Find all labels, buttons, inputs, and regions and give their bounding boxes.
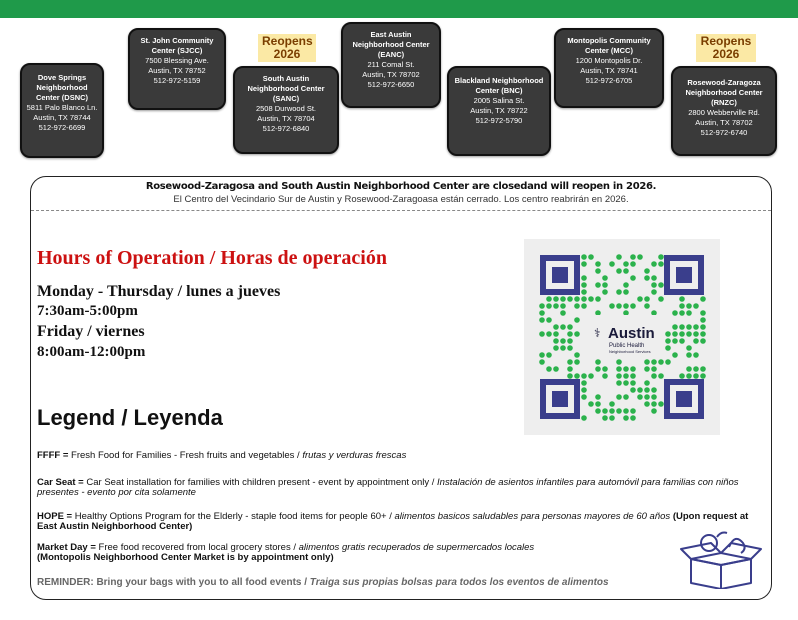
svg-text:⚕: ⚕: [594, 326, 601, 340]
center-city: Austin, TX 78722: [470, 106, 528, 115]
reopens-label: Reopens: [262, 34, 313, 48]
center-name: Montopolis Community Center (MCC): [567, 36, 651, 55]
closure-notice-es: El Centro del Vecindario Sur de Austin y Rosewood-Zaragoasa están cerrado. Los centro reabrirán en 2026.: [173, 194, 629, 205]
reopens-badge-sanc: [258, 34, 316, 62]
legend-note: (Upon request at East Austin Neighborhood Center): [37, 511, 749, 532]
hours-fri-label: Friday / viernes: [37, 323, 145, 340]
center-city: Austin, TX 78752: [148, 66, 206, 75]
center-city: Austin, TX 78702: [362, 70, 420, 79]
legend-term: FFFF =: [37, 450, 69, 461]
center-phone: 512-972-6740: [700, 128, 748, 137]
legend-hope: [37, 512, 749, 532]
center-name: South Austin Neighborhood Center (SANC): [247, 74, 325, 103]
hours-title: Hours of Operation / Horas de operación: [37, 247, 387, 269]
legend-car-seat: [37, 478, 749, 498]
center-name: St. John Community Center (SJCC): [140, 36, 214, 55]
reopens-badge-rnzc: [696, 34, 756, 62]
reminder-text: [37, 577, 609, 588]
center-card-bnc: [447, 66, 551, 156]
center-card-eanc: [341, 22, 441, 108]
reopens-year: 2026: [273, 47, 301, 61]
center-phone: 512-972-6705: [585, 76, 633, 85]
center-city: Austin, TX 78744: [33, 113, 91, 122]
legend-text-es: alimentos gratis recuperados de supermercados locales: [298, 542, 535, 553]
legend-text-es: Instalación de asientos infantiles para automóvil para familias con niños presentes - evento por cita solamente: [37, 477, 739, 498]
legend-market-day: [37, 543, 637, 563]
reminder-es: Traiga sus propias bolsas para todos los eventos de alimentos: [309, 577, 609, 588]
legend-ffff: [37, 451, 749, 461]
legend-note: (Montopolis Neighborhood Center Market is by appointment only): [37, 552, 334, 563]
center-name: Blackland Neighborhood Center (BNC): [454, 76, 544, 95]
reopens-label: Reopens: [700, 34, 752, 48]
center-city: Austin, TX 78741: [580, 66, 638, 75]
center-address: 2800 Webberville Rd.: [688, 108, 760, 117]
legend-text-es: frutas y verduras frescas: [302, 450, 407, 461]
center-phone: 512-972-5790: [475, 116, 523, 125]
main-info-panel: [30, 176, 772, 600]
legend-title: Legend / Leyenda: [37, 405, 223, 430]
center-address: 211 Comal St.: [367, 60, 415, 69]
center-phone: 512-972-6650: [367, 80, 415, 89]
center-name: Rosewood-Zaragoza Neighborhood Center (RNZC): [685, 78, 763, 107]
qr-line2: Neighborhood Services: [609, 349, 651, 354]
hours-mon-thu-time: 7:30am-5:00pm: [37, 303, 138, 319]
closure-notice-en: Rosewood-Zaragosa and South Austin Neighborhood Center are closedand will reopen in 2026.: [145, 181, 657, 192]
center-address: 1200 Montopolis Dr.: [575, 56, 643, 65]
center-address: 7500 Blessing Ave.: [145, 56, 209, 65]
center-address: 2508 Durwood St.: [255, 104, 317, 113]
center-name: Dove Springs Neighborhood Center (DSNC): [35, 73, 89, 102]
center-address: 2005 Salina St.: [473, 96, 525, 105]
reopens-year: 2026: [712, 47, 740, 61]
divider: [31, 210, 771, 211]
legend-text: Fresh Food for Families - Fresh fruits and vegetables /: [71, 450, 300, 461]
qr-code-graphic: [524, 239, 720, 435]
header-band: [0, 0, 798, 18]
center-city: Austin, TX 78704: [257, 114, 315, 123]
center-phone: 512-972-5159: [153, 76, 201, 85]
center-card-mcc: [554, 28, 664, 108]
center-address: 5811 Palo Blanco Ln.: [26, 103, 98, 112]
legend-term: Car Seat =: [37, 477, 84, 488]
center-card-rnzc: [671, 66, 777, 156]
center-card-sjcc: [128, 28, 226, 110]
legend-text: Free food recovered from local grocery stores /: [98, 542, 296, 553]
center-city: Austin, TX 78702: [695, 118, 753, 127]
center-card-sanc: [233, 66, 339, 154]
qr-brand: Austin: [608, 325, 655, 342]
qr-line1: Public Health: [609, 343, 645, 349]
legend-text-es: alimentos basicos saludables para personas mayores de 60 años: [394, 511, 671, 522]
center-name: East Austin Neighborhood Center (EANC): [352, 30, 430, 59]
hours-fri-time: 8:00am-12:00pm: [37, 344, 146, 360]
legend-text: Healthy Options Program for the Elderly - staple food items for people 60+ /: [74, 511, 392, 522]
center-card-dsnc: [20, 63, 104, 158]
legend-term: Market Day =: [37, 542, 96, 553]
food-box-icon: [677, 529, 765, 589]
legend-term: HOPE =: [37, 511, 73, 522]
center-phone: 512-972-6840: [262, 124, 310, 133]
qr-code[interactable]: [524, 239, 720, 435]
reminder-en: REMINDER: Bring your bags with you to all food events /: [37, 577, 308, 588]
legend-text: Car Seat installation for families with children present - event by appointment only /: [86, 477, 435, 488]
hours-mon-thu-label: Monday - Thursday / lunes a jueves: [37, 283, 281, 300]
center-phone: 512-972-6699: [38, 123, 86, 132]
